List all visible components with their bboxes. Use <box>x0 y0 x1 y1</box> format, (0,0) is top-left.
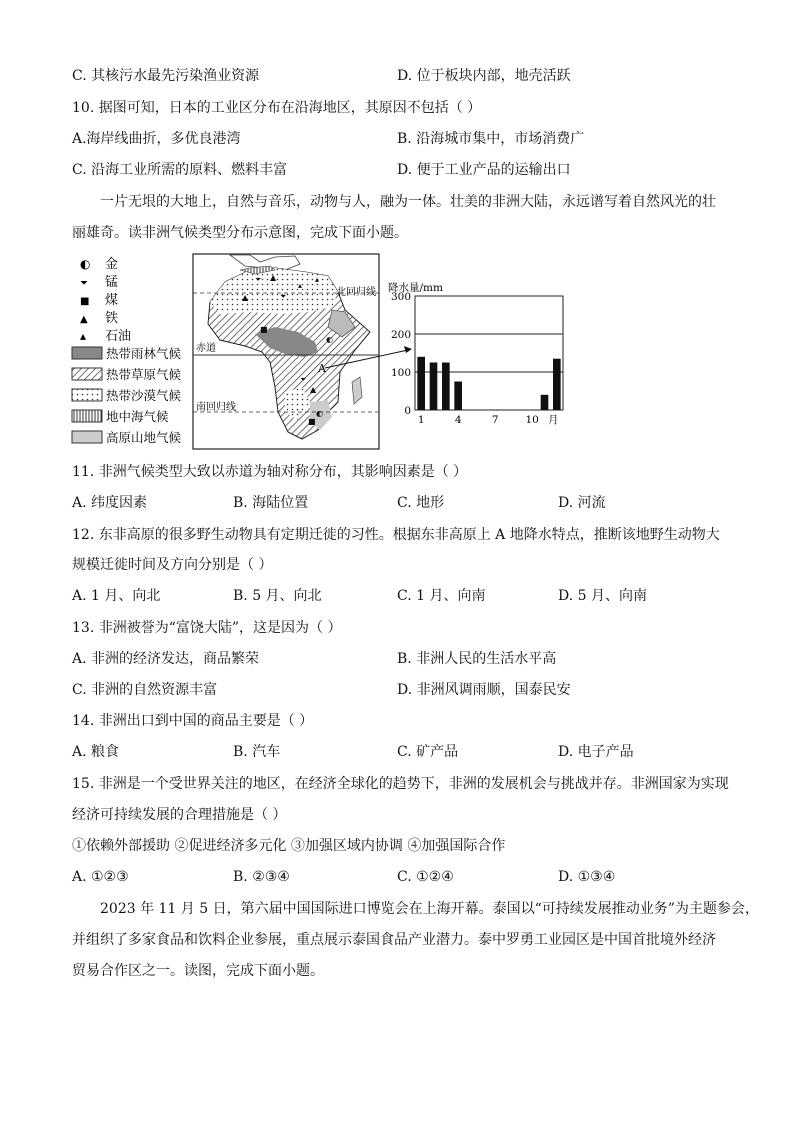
arrow-head-icon <box>404 346 412 353</box>
oil-icon: ▴ <box>298 281 303 290</box>
intro-line-1: 一片无垠的大地上，自然与音乐，动物与人，融为一体。壮美的非洲大陆，永远谱写着自然风光的壮 <box>100 194 716 210</box>
iron-icon: ▲ <box>80 314 88 325</box>
africa-map <box>193 254 412 449</box>
q15-option-d: D. ①③④ <box>558 869 616 885</box>
precip-bar <box>553 359 561 410</box>
iron-icon: ▲ <box>242 293 249 302</box>
precipitation-chart <box>388 281 563 426</box>
q13-stem: 13. 非洲被誉为“富饶大陆”，这是因为（ ） <box>72 620 342 636</box>
climate-label-highland: 高原山地气候 <box>106 430 182 445</box>
gold-icon: ◐ <box>316 409 323 418</box>
q10-option-b: B. 沿海城市集中，市场消费广 <box>397 131 585 147</box>
y-tick-label: 200 <box>390 329 411 341</box>
savanna-swatch <box>72 368 102 380</box>
x-tick-label: 10 <box>525 414 539 426</box>
oil-icon: ▴ <box>315 275 320 284</box>
q14-stem: 14. 非洲出口到中国的商品主要是（ ） <box>72 713 314 729</box>
outro-line-3: 贸易合作区之一。读图，完成下面小题。 <box>72 963 324 979</box>
q15-stem-line-1: 15. 非洲是一个受世界关注的地区，在经济全球化的趋势下，非洲的发展机会与挑战并存。非洲国家为实现 <box>72 776 729 792</box>
coal-icon: ■ <box>260 325 268 334</box>
rainforest-swatch <box>72 347 102 359</box>
gold-icon: ◐ <box>326 335 333 344</box>
north-tropic-label: 北回归线 <box>336 287 376 298</box>
q12-option-b: B. 5 月、向北 <box>233 588 322 604</box>
q10-option-c: C. 沿海工业所需的原料、燃料丰富 <box>72 162 288 178</box>
resource-legend <box>80 256 131 344</box>
q15-option-b: B. ②③④ <box>233 869 290 885</box>
y-tick-label: 100 <box>390 367 411 379</box>
manganese-icon: ⏷ <box>255 275 262 284</box>
highland-swatch <box>72 431 102 443</box>
x-tick-label: 7 <box>491 414 499 426</box>
q12-stem-line-1: 12. 东非高原的很多野生动物具有定期迁徙的习性。根据东非高原上 A 地降水特点，推断该地野生动物大 <box>72 527 720 543</box>
south-tropic-label: 南回归线 <box>196 402 236 413</box>
q11-stem: 11. 非洲气候类型大致以赤道为轴对称分布，其影响因素是（ ） <box>72 464 468 480</box>
legend-label-coal: 煤 <box>105 293 119 308</box>
legend-label-manganese: 锰 <box>105 275 119 290</box>
q11-option-b: B. 海陆位置 <box>233 495 309 511</box>
legend-label-oil: 石油 <box>105 329 132 344</box>
chart-ylabel: 降水量/mm <box>388 282 443 294</box>
climate-label-mediterranean: 地中海气候 <box>106 409 169 424</box>
q14-option-d: D. 电子产品 <box>558 744 634 760</box>
legend-label-iron: 铁 <box>105 311 119 326</box>
coal-icon: ■ <box>80 296 90 307</box>
precip-bar <box>454 382 462 411</box>
q10-option-a: A.海岸线曲折，多优良港湾 <box>72 131 241 147</box>
climate-legend <box>72 346 182 445</box>
desert-swatch <box>72 389 102 401</box>
outro-line-1: 2023 年 11 月 5 日，第六届中国国际进口博览会在上海开幕。泰国以“可持续发展推动业务”为主题参会， <box>100 901 759 917</box>
q12-stem-line-2: 规模迁徙时间及方向分别是（ ） <box>72 557 273 573</box>
q10-option-d: D. 便于工业产品的运输出口 <box>397 162 571 178</box>
precip-bar <box>430 363 438 411</box>
q13-option-a: A. 非洲的经济发达，商品繁荣 <box>72 651 260 667</box>
x-unit-label: 月 <box>548 414 559 426</box>
intro-line-2: 丽雄奇。读非洲气候类型分布示意图，完成下面小题。 <box>72 225 408 241</box>
climate-label-savanna: 热带草原气候 <box>106 367 182 382</box>
q14-option-c: C. 矿产品 <box>397 744 459 760</box>
equator-label: 赤道 <box>196 343 216 354</box>
iron-icon: ▲ <box>310 385 317 394</box>
manganese-icon: ⏷ <box>280 292 287 301</box>
precip-bar <box>442 363 450 411</box>
q12-option-d: D. 5 月、向南 <box>558 588 647 604</box>
q9-option-d: D. 位于板块内部，地壳活跃 <box>397 68 571 84</box>
q13-option-c: C. 非洲的自然资源丰富 <box>72 682 218 698</box>
q15-stem-line-2: 经济可持续发展的合理措施是（ ） <box>72 807 287 823</box>
q9-option-c: C. 其核污水最先污染渔业资源 <box>72 68 260 84</box>
mediterranean-swatch <box>72 410 102 422</box>
coal-icon: ■ <box>308 417 316 426</box>
q15-statements: ①依赖外部援助 ②促进经济多元化 ③加强区域内协调 ④加强国际合作 <box>72 838 506 854</box>
y-tick-label: 0 <box>404 405 411 417</box>
climate-label-desert: 热带沙漠气候 <box>106 388 182 403</box>
q13-option-b: B. 非洲人民的生活水平高 <box>397 651 557 667</box>
africa-climate-figure <box>70 252 570 452</box>
x-tick-label: 1 <box>417 414 425 426</box>
q13-option-d: D. 非洲风调雨顺，国泰民安 <box>397 682 571 698</box>
q11-option-a: A. 纬度因素 <box>72 495 148 511</box>
y-tick-label: 300 <box>390 291 411 303</box>
climate-label-rainforest: 热带雨林气候 <box>106 346 182 361</box>
q12-option-a: A. 1 月、向北 <box>72 588 161 604</box>
precip-bar <box>417 357 425 410</box>
legend-label-gold: 金 <box>105 257 119 272</box>
manganese-icon: ⏷ <box>80 278 88 289</box>
iron-icon: ▲ <box>270 273 277 282</box>
oil-icon: ▴ <box>80 329 87 343</box>
q12-option-c: C. 1 月、向南 <box>397 588 486 604</box>
precip-bar <box>541 395 549 410</box>
q15-option-c: C. ①②④ <box>397 869 454 885</box>
outro-line-2: 并组织了多家食品和饮料企业参展，重点展示泰国食品产业潜力。泰中罗勇工业园区是中国首批境外经济 <box>72 932 716 948</box>
q15-option-a: A. ①②③ <box>72 869 129 885</box>
q14-option-a: A. 粮食 <box>72 744 120 760</box>
manganese-icon: ⏷ <box>300 375 307 384</box>
q14-option-b: B. 汽车 <box>233 744 281 760</box>
x-tick-label: 4 <box>454 414 462 426</box>
gold-icon: ◐ <box>80 257 91 271</box>
q11-option-d: D. 河流 <box>558 495 606 511</box>
q11-option-c: C. 地形 <box>397 495 445 511</box>
point-a-label: A <box>318 362 326 375</box>
q10-stem: 10. 据图可知，日本的工业区分布在沿海地区，其原因不包括（ ） <box>72 100 482 116</box>
